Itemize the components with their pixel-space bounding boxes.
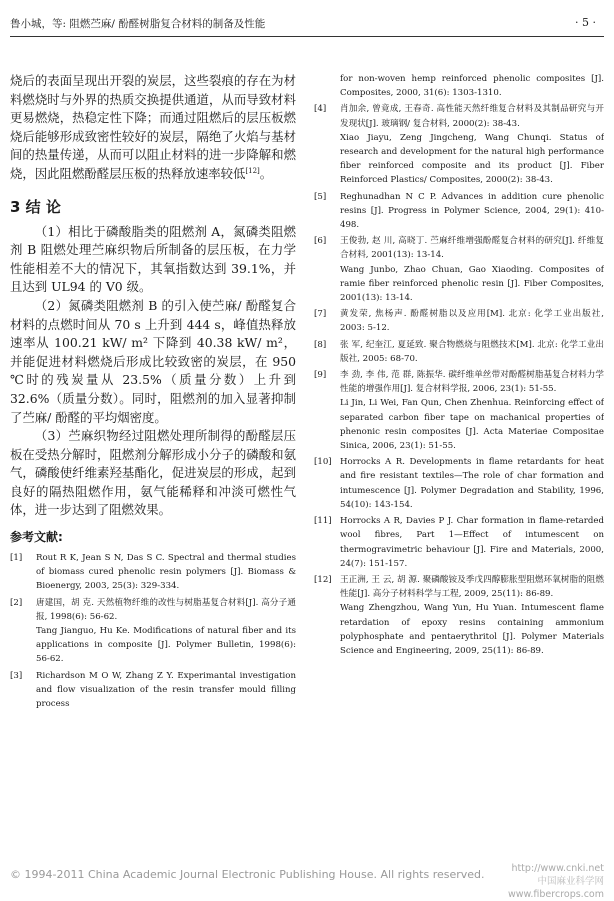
- reference-line: Tang Jianguo, Hu Ke. Modifications of natural fiber and its applications in composite [J]. Polymer Bulletin, 1998(6): 56-62.: [36, 626, 296, 665]
- reference-number: [3]: [10, 670, 23, 681]
- watermark-site-name: 中国麻业科学网: [537, 876, 604, 887]
- reference-text: [340, 234, 604, 305]
- reference-number: [9]: [314, 370, 327, 381]
- conclusion-paragraph-3: （3）苎麻织物经过阻燃处理所制得的酚醛层压板在受热分解时，阻燃剂分解形成小分子的磷酸和氨气，磷酸使纤维素羟基酯化，促进炭层的形成，起到良好的隔热阻燃作用，氨气能稀释和冲淡可燃性气体，进一步达到了阻燃效果。: [10, 428, 296, 518]
- reference-list-left: [10, 551, 296, 711]
- reference-line: Wang Zhengzhou, Wang Yun, Hu Yuan. Intumescent flame retardation of epoxy resins containing ammonium polyphosphate and pentaerythritol [J]. Polymer Materials Science and Engineering, 2009, 25(11): 86-89.: [340, 603, 604, 656]
- reference-entry: [314, 72, 604, 100]
- reference-entry: [314, 455, 604, 512]
- reference-entry: [314, 234, 604, 305]
- reference-line: 王正洲, 王 云, 胡 源. 聚磷酸铵及季戊四醇膨胀型阻燃环氧树脂的阻燃性能[J]. 高分子材料科学与工程, 2009, 25(11): 86-89.: [340, 574, 604, 600]
- reference-text: [36, 669, 296, 712]
- section-title: 3 结 论: [10, 197, 61, 216]
- reference-line: for non-woven hemp reinforced phenolic composites [J]. Composites, 2000, 31(6): 1303-1310.: [340, 74, 604, 99]
- reference-entry: [314, 190, 604, 233]
- reference-number: [314, 72, 340, 100]
- header-rule: [10, 36, 604, 37]
- reference-number: [1]: [10, 553, 23, 564]
- watermark: [508, 862, 604, 901]
- copyright-notice: © 1994-2011 China Academic Journal Electronic Publishing House. All rights reserved.: [10, 868, 485, 881]
- page-footer: [10, 862, 604, 900]
- reference-number: [4]: [314, 104, 327, 115]
- intro-paragraph: [10, 72, 296, 184]
- reference-text: [340, 338, 604, 366]
- reference-entry: [314, 514, 604, 571]
- reference-number: [12]: [314, 574, 332, 585]
- reference-line: Li Jin, Li Wei, Fan Qun, Chen Zhenhua. Reinforcing effect of separated carbon fiber tape on machanical properties of phenonic resin composites [J]. Acta Materiae Compositae Sinica, 2006, 23(1): 51-55.: [340, 398, 604, 452]
- reference-line: Horrocks A R. Developments in flame retardants for heat and fire resistant textiles—The role of char formation and intumescence [J]. Polymer Degradation and Stability, 1996, 54(10): 143-154.: [340, 457, 604, 510]
- reference-entry: [314, 573, 604, 658]
- reference-number: [10]: [314, 457, 332, 468]
- reference-line: 肖加余, 曾竟成, 王春奇. 高性能天然纤维复合材料及其制品研究与开发现状[J]. 玻璃钢/ 复合材料, 2000(2): 38-43.: [340, 104, 604, 129]
- left-column: [10, 72, 296, 713]
- reference-text: [340, 102, 604, 187]
- reference-line: 王俊勃, 赵 川, 高晓丁. 苎麻纤维增强酚醛复合材料的研究[J]. 纤维复合材料, 2001(13): 13-14.: [340, 236, 604, 261]
- reference-text: [340, 307, 604, 335]
- reference-entry: [10, 551, 296, 594]
- reference-number: [7]: [314, 309, 327, 320]
- watermark-url-fibercrops: www.fibercrops.com: [507, 889, 604, 900]
- running-title: 鲁小城，等: 阻燃苎麻/ 酚醛树脂复合材料的制备及性能: [10, 18, 266, 30]
- right-column: [314, 72, 604, 660]
- reference-line: Rout R K, Jean S N, Das S C. Spectral and thermal studies of biomass cured phenolic resin polymers [J]. Biomass & Bioenergy, 2003, 25(3): 329-334.: [36, 553, 296, 592]
- conclusion-paragraph-2: （2）氮磷类阻燃剂 B 的引入使苎麻/ 酚醛复合材料的点燃时间从 70 s 上升到 444 s，峰值热释放速率从 100.21 kW/ m² 下降到 40.38 kW/ m²，并能促进材料燃烧后形成比较致密的炭层，在 950 ℃时的残炭量从 23.5%（质量分数）上升到 32.6%（质量分数）。同时，阻燃剂的加入显著抑制了苎麻/ 酚醛的平均烟密度。: [10, 297, 296, 425]
- reference-number: [5]: [314, 191, 327, 202]
- reference-text: [340, 72, 604, 100]
- reference-line: 张 军, 纪奎江, 夏延致. 聚合物燃烧与阻燃技术[M]. 北京: 化学工业出版社, 2005: 68-70.: [340, 339, 604, 364]
- reference-entry: [314, 368, 604, 453]
- reference-line: Reghunadhan N C P. Advances in addition cure phenolic resins [J]. Progress in Polymer Science, 2004, 29(1): 410-498.: [340, 191, 604, 231]
- reference-number: [2]: [10, 597, 23, 608]
- reference-text: [36, 551, 296, 594]
- running-header: [10, 14, 604, 34]
- intro-end: 。: [259, 165, 273, 181]
- conclusion-paragraph-1: （1）相比于磷酸脂类的阻燃剂 A，氮磷类阻燃剂 B 阻燃处理苎麻织物后所制备的层压板，在力学性能相差不大的情况下，其氧指数达到 39.1%，并且达到 UL94 的 V0 级。: [10, 223, 296, 295]
- reference-entry: [314, 102, 604, 187]
- reference-entry: [10, 596, 296, 667]
- reference-number: [8]: [314, 339, 327, 350]
- reference-text: [340, 573, 604, 658]
- reference-text: [340, 514, 604, 571]
- reference-entry: [314, 307, 604, 335]
- intro-citation: [12]: [245, 166, 260, 175]
- reference-entry: [10, 669, 296, 712]
- reference-line: Richardson M O W, Zhang Z Y. Experimantal investigation and flow visualization of the resin transfer mould filling process: [36, 670, 296, 710]
- reference-line: 李 劲, 李 伟, 范 群, 陈振华. 碳纤维单丝带对酚醛树脂基复合材料力学性能的增强作用[J]. 复合材料学报, 2006, 23(1): 51-55.: [340, 370, 604, 395]
- reference-text: [340, 455, 604, 512]
- reference-line: 黄发荣, 焦杨声. 酚醛树脂以及应用[M]. 北京: 化学工业出版社, 2003: 5-12.: [340, 309, 604, 334]
- references-heading: 参考文献:: [10, 530, 63, 545]
- reference-list-right: [314, 72, 604, 658]
- reference-text: [340, 368, 604, 453]
- reference-number: [6]: [314, 236, 327, 247]
- reference-line: Horrocks A R, Davies P J. Char formation in flame-retarded wool fibres, Part 1—Effect of intumescent on thermogravimetric behaviour [J]. Fire and Materials, 2000, 24(7): 151-157.: [340, 516, 604, 569]
- reference-entry: [314, 338, 604, 366]
- reference-line: 唐建国，胡 克. 天然植物纤维的改性与树脂基复合材料[J]. 高分子通报, 1998(6): 56-62.: [36, 597, 296, 622]
- watermark-url-cnki: http://www.cnki.net: [511, 863, 604, 874]
- page-number: · 5 ·: [575, 16, 596, 29]
- reference-text: [36, 596, 296, 667]
- reference-number: [11]: [314, 516, 332, 527]
- reference-text: [340, 190, 604, 233]
- reference-line: Wang Junbo, Zhao Chuan, Gao Xiaoding. Composites of ramie fiber reinforced phenolic resin [J]. Fiber Composites, 2001(13): 13-14.: [340, 264, 604, 304]
- reference-line: Xiao Jiayu, Zeng Jingcheng, Wang Chunqi. Status of research and development for the natural high performance fiber reinforced composite and its product [J]. Fiber Reinforced Plastics/ Composites, 2000(2): 38-43.: [340, 132, 604, 186]
- intro-text: 烧后的表面呈现出开裂的炭层，这些裂痕的存在为材料燃烧时与外界的热质交换提供通道，从而导致材料更易燃烧，热稳定性下降；而通过阻燃后的层压板燃烧后能够形成致密性较好的炭层，隔绝了火焰与基材间的热量传递，从而可以阻止材料的进一步降解和燃烧，因此阻燃酚醛层压板的热释放速率较低: [10, 73, 296, 181]
